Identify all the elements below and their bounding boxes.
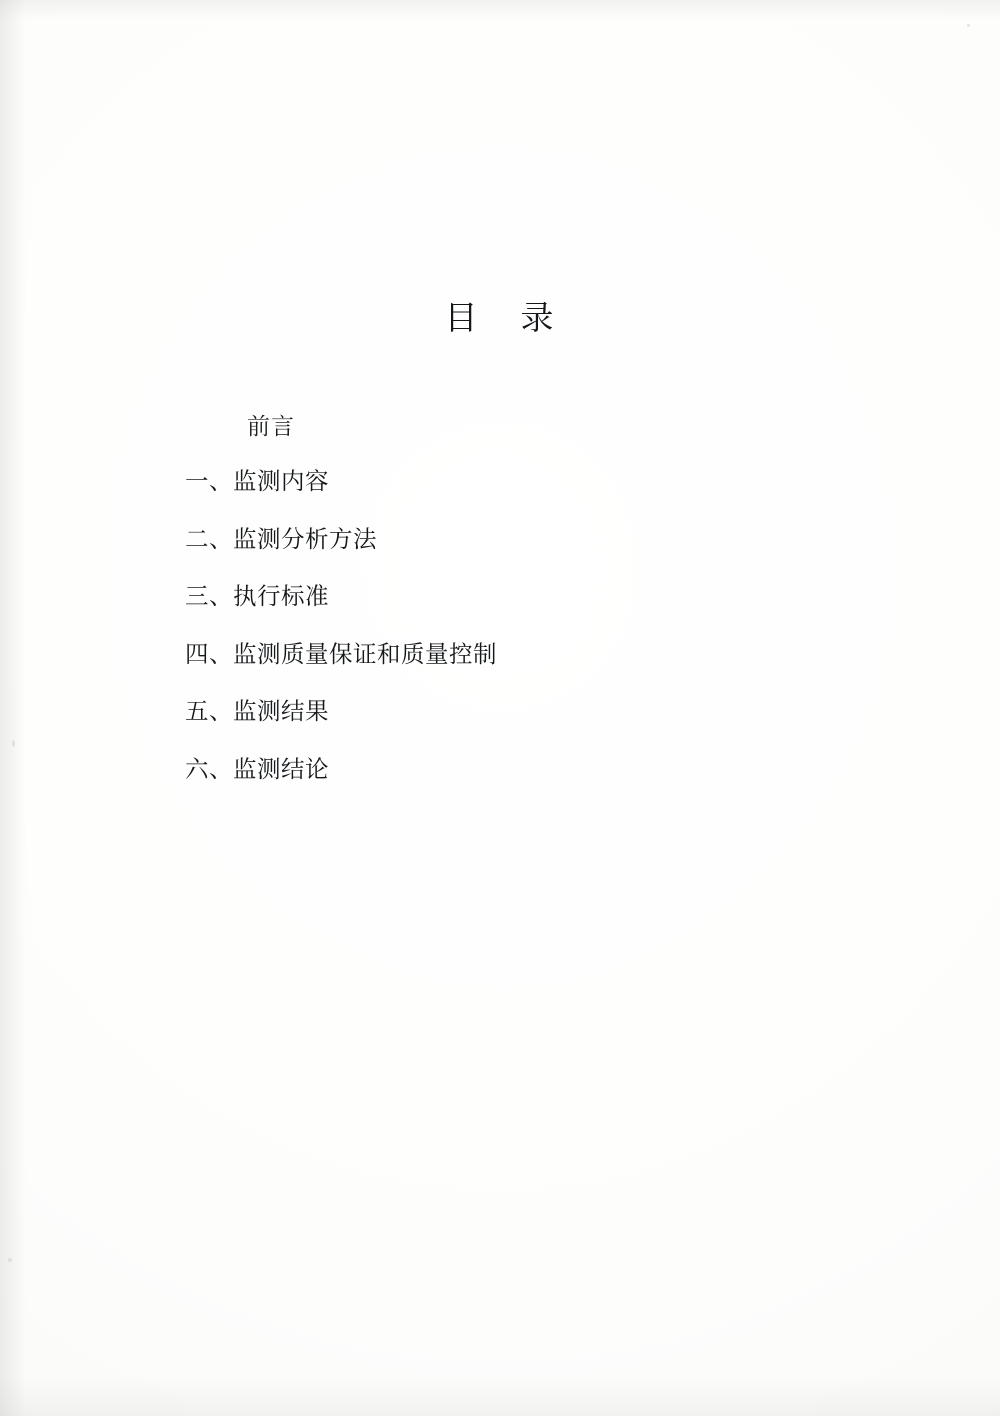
toc-entry-preface: 前言	[247, 414, 295, 439]
scan-speck	[967, 24, 970, 27]
scan-edge-shadow-top	[0, 0, 1000, 20]
toc-entry-6: 六、监测结论	[185, 756, 329, 783]
toc-entry-5: 五、监测结果	[185, 699, 329, 725]
page-title: 目 录	[444, 301, 556, 337]
scan-speck	[12, 740, 15, 747]
table-of-contents	[185, 408, 845, 816]
toc-entry-1: 一、监测内容	[185, 469, 329, 495]
toc-entry-3: 三、执行标准	[185, 584, 329, 610]
scan-edge-shadow-bottom	[0, 1376, 1000, 1416]
scan-speck	[8, 1258, 12, 1262]
toc-entry-2: 二、监测分析方法	[185, 526, 377, 553]
scan-edge-shadow-left	[0, 0, 26, 1416]
toc-entry-4: 四、监测质量保证和质量控制	[185, 641, 497, 668]
